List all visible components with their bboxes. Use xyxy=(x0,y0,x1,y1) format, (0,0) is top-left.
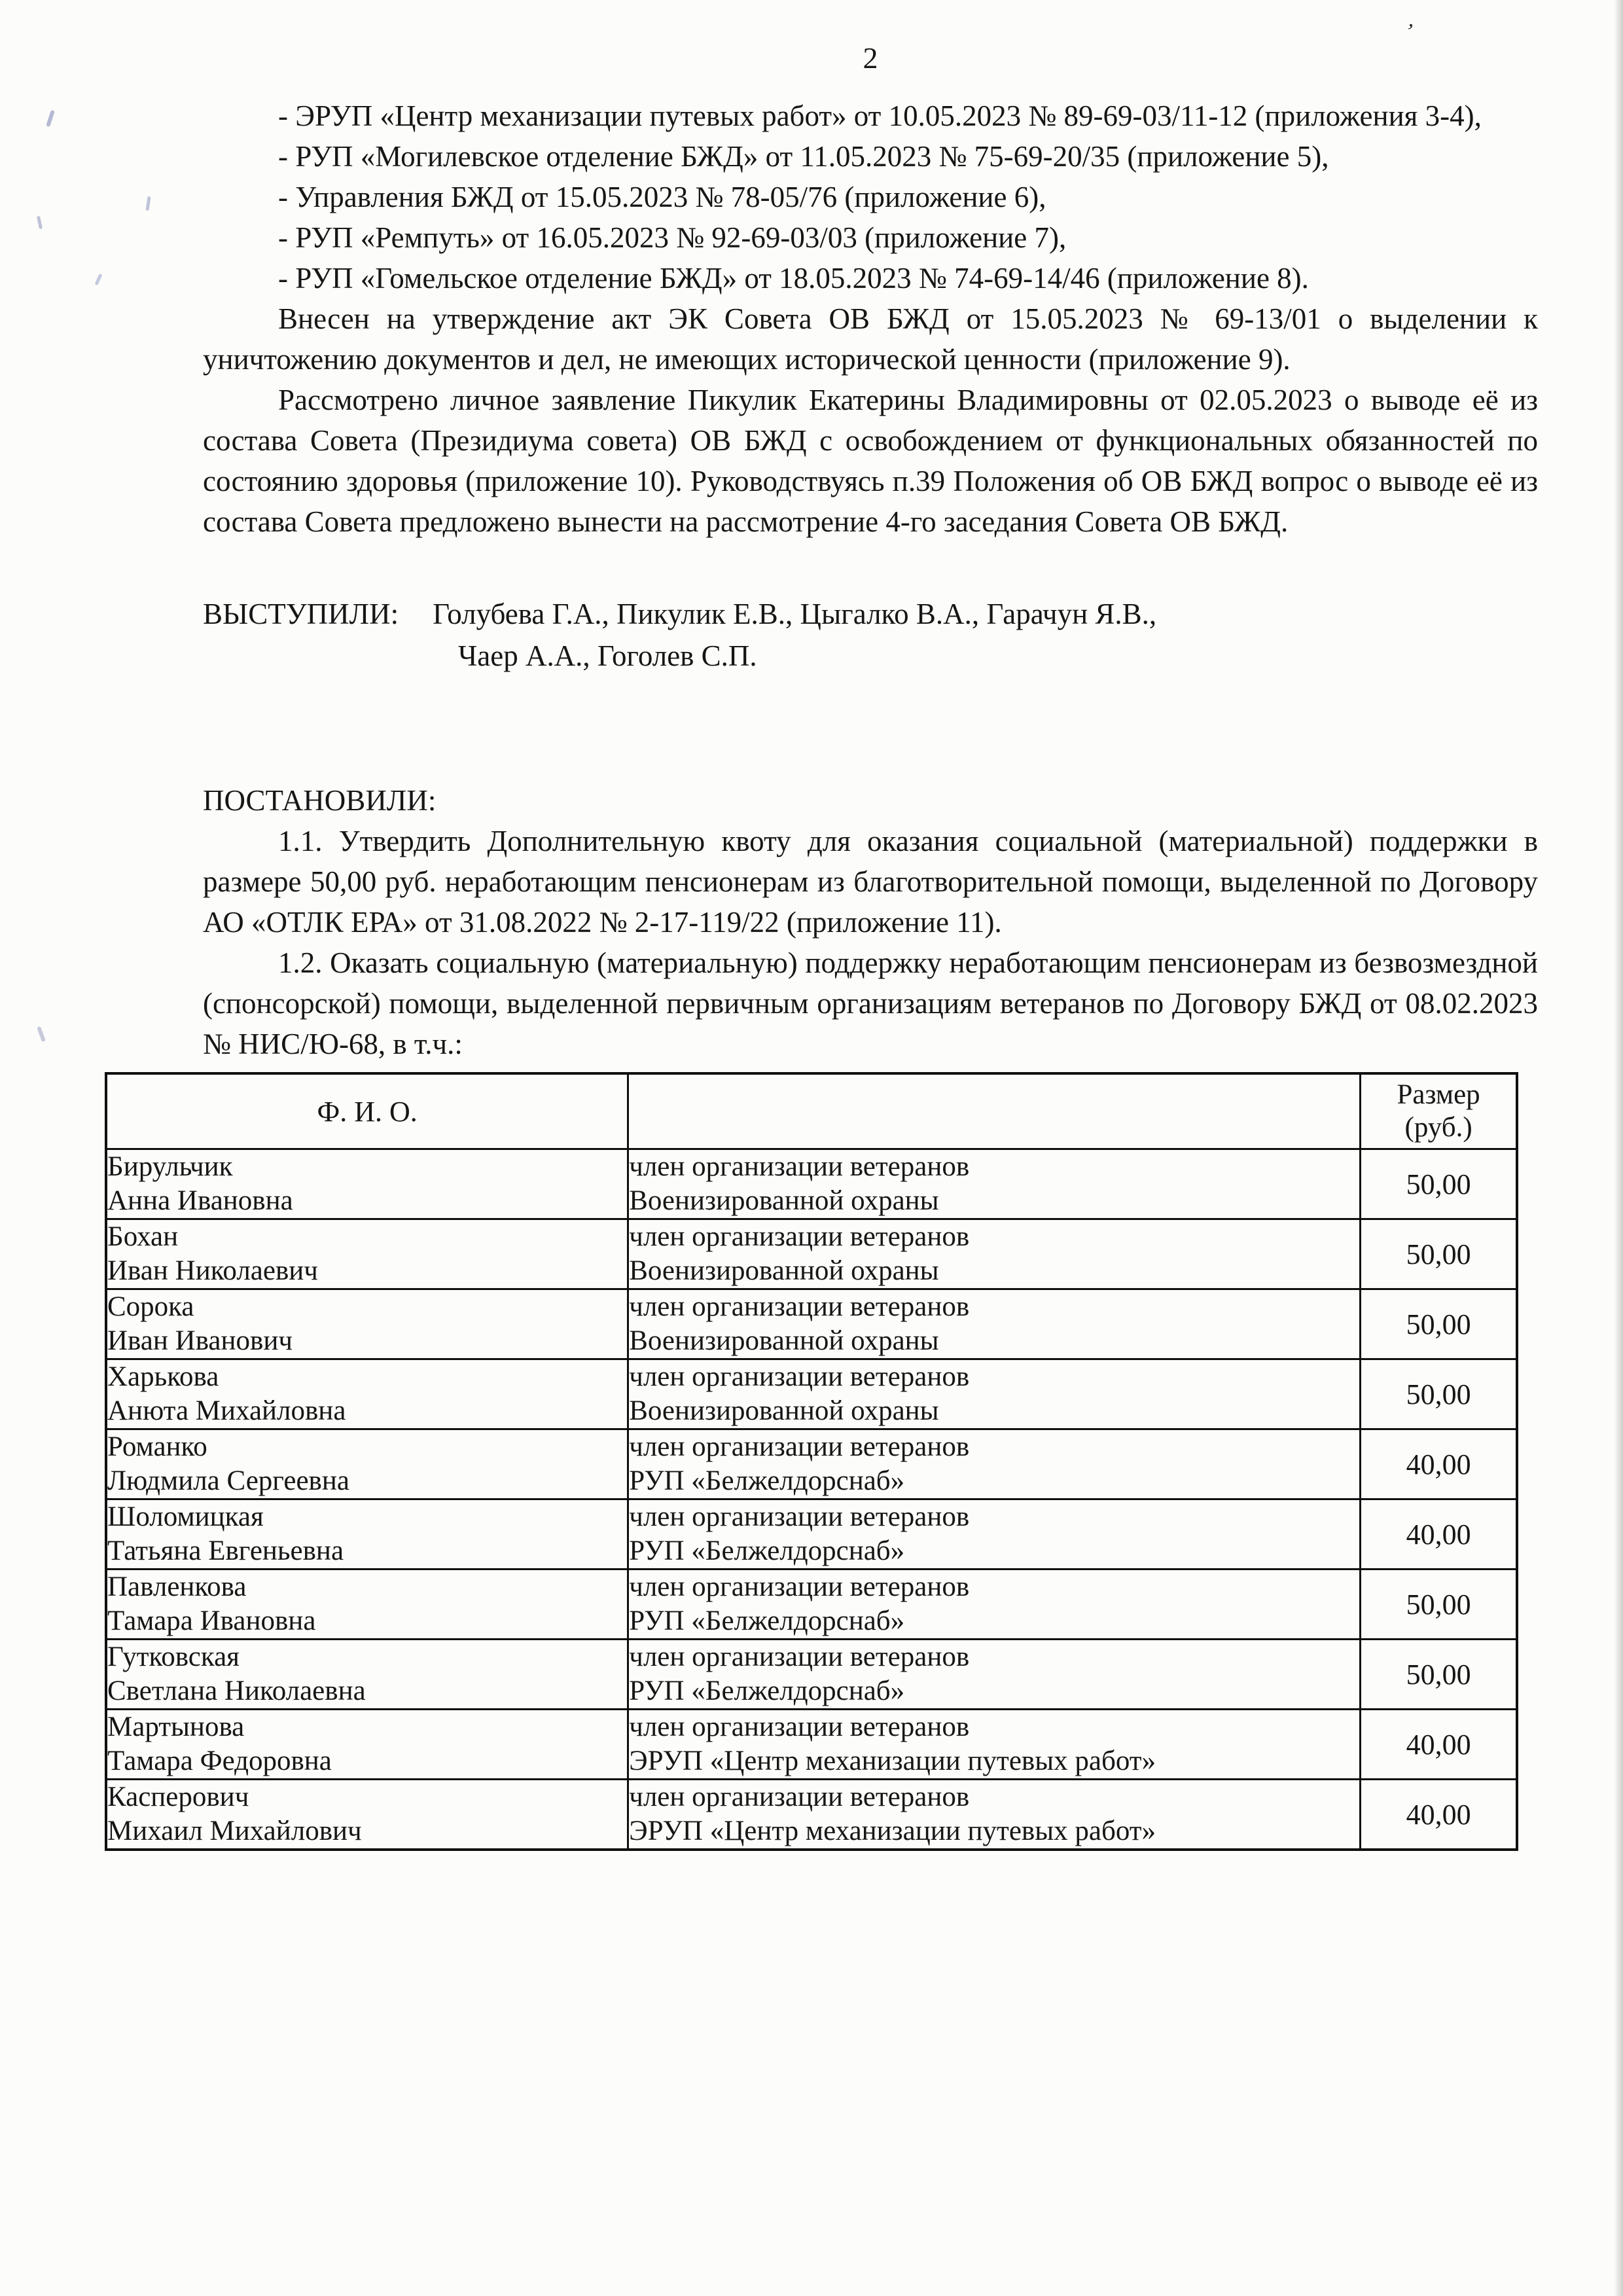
person-given-name: Татьяна Евгеньевна xyxy=(107,1535,344,1566)
membership-line2: РУП «Белжелдорснаб» xyxy=(629,1535,905,1566)
header-amount-line1: Размер xyxy=(1397,1079,1480,1110)
speakers-block xyxy=(203,593,1538,677)
table-row xyxy=(106,1289,1517,1359)
fio-cell xyxy=(106,1780,628,1850)
letter-item: - РУП «Гомельское отделение БЖД» от 18.05.2023 № 74-69-14/46 (приложение 8). xyxy=(278,262,1309,295)
fio-cell xyxy=(106,1219,628,1289)
person-given-name: Михаил Михайлович xyxy=(107,1816,362,1846)
fio-cell xyxy=(106,1640,628,1710)
membership-line1: член организации ветеранов xyxy=(629,1361,970,1392)
person-surname: Бохан xyxy=(107,1221,179,1252)
person-given-name: Тамара Ивановна xyxy=(107,1605,316,1636)
membership-line2: РУП «Белжелдорснаб» xyxy=(629,1465,905,1496)
person-given-name: Людмила Сергеевна xyxy=(107,1465,349,1496)
amount-cell: 50,00 xyxy=(1361,1149,1517,1219)
person-surname: Гутковская xyxy=(107,1641,240,1672)
person-surname: Мартынова xyxy=(107,1712,245,1742)
membership-line2: Военизированной охраны xyxy=(629,1185,939,1216)
fio-cell xyxy=(106,1570,628,1640)
membership-cell xyxy=(628,1219,1361,1289)
amount-cell: 40,00 xyxy=(1361,1710,1517,1780)
membership-line2: ЭРУП «Центр механизации путевых работ» xyxy=(629,1816,1156,1846)
person-given-name: Иван Николаевич xyxy=(107,1255,318,1286)
table-row xyxy=(106,1149,1517,1219)
table-header-row xyxy=(106,1073,1517,1149)
membership-line1: член организации ветеранов xyxy=(629,1641,970,1672)
amount-cell: 50,00 xyxy=(1361,1289,1517,1359)
person-given-name: Иван Иванович xyxy=(107,1325,293,1356)
membership-line1: член организации ветеранов xyxy=(629,1431,970,1462)
membership-line1: член организации ветеранов xyxy=(629,1151,970,1182)
membership-line2: Военизированной охраны xyxy=(629,1325,939,1356)
membership-cell xyxy=(628,1570,1361,1640)
membership-line2: ЭРУП «Центр механизации путевых работ» xyxy=(629,1746,1156,1776)
membership-line2: Военизированной охраны xyxy=(629,1255,939,1286)
person-given-name: Анна Ивановна xyxy=(107,1185,293,1216)
resolution-item: 1.2. Оказать социальную (материальную) поддержку неработающим пенсионерам из безвозмездной (спонсорской) помощи, выделенной первичным организациям ветеранов по Договору БЖД от 08.02.2023 № НИС/Ю-68, в т.ч.: xyxy=(203,946,1538,1060)
membership-line2: РУП «Белжелдорснаб» xyxy=(629,1605,905,1636)
person-given-name: Тамара Федоровна xyxy=(107,1746,332,1776)
fio-cell xyxy=(106,1499,628,1570)
amount-cell: 40,00 xyxy=(1361,1429,1517,1499)
membership-cell xyxy=(628,1429,1361,1499)
person-surname: Павленкова xyxy=(107,1571,247,1602)
resolution-item: 1.1. Утвердить Дополнительную квоту для оказания социальной (материальной) поддержки в размере 50,00 руб. неработающим пенсионерам из благотворительной помощи, выделенной по Договору АО «ОТЛК ЕРА» от 31.08.2022 № 2-17-119/22 (приложение 11). xyxy=(203,825,1538,939)
letter-item: - РУП «Ремпуть» от 16.05.2023 № 92-69-03/03 (приложение 7), xyxy=(278,221,1067,254)
speakers-label: ВЫСТУПИЛИ: xyxy=(203,598,399,630)
person-surname: Сорока xyxy=(107,1291,194,1322)
amount-cell: 50,00 xyxy=(1361,1359,1517,1429)
grants-table xyxy=(105,1072,1518,1851)
table-row xyxy=(106,1219,1517,1289)
person-surname: Шоломицкая xyxy=(107,1501,264,1532)
page-number: 2 xyxy=(863,41,878,75)
letter-item: - ЭРУП «Центр механизации путевых работ» от 10.05.2023 № 89-69-03/11-12 (приложения 3-4), xyxy=(278,99,1482,132)
membership-cell xyxy=(628,1780,1361,1850)
table-row xyxy=(106,1640,1517,1710)
amount-cell: 50,00 xyxy=(1361,1570,1517,1640)
membership-cell xyxy=(628,1149,1361,1219)
scan-artifact-mark: ʼ xyxy=(1403,19,1416,45)
header-fio: Ф. И. О. xyxy=(106,1073,628,1149)
table-row xyxy=(106,1570,1517,1640)
header-amount xyxy=(1361,1073,1517,1149)
table-row xyxy=(106,1359,1517,1429)
amount-cell: 40,00 xyxy=(1361,1780,1517,1850)
membership-line1: член организации ветеранов xyxy=(629,1501,970,1532)
membership-line1: член организации ветеранов xyxy=(629,1291,970,1322)
person-given-name: Анюта Михайловна xyxy=(107,1395,346,1426)
letter-item: - Управления БЖД от 15.05.2023 № 78-05/76 (приложение 6), xyxy=(278,181,1046,213)
resolution-heading: ПОСТАНОВИЛИ: xyxy=(203,784,437,817)
fio-cell xyxy=(106,1149,628,1219)
membership-cell xyxy=(628,1710,1361,1780)
speakers-line2: Чаер А.А., Гоголев С.П. xyxy=(458,639,757,672)
membership-line1: член организации ветеранов xyxy=(629,1782,970,1812)
person-surname: Романко xyxy=(107,1431,207,1462)
table-row xyxy=(106,1429,1517,1499)
membership-cell xyxy=(628,1289,1361,1359)
amount-cell: 40,00 xyxy=(1361,1499,1517,1570)
header-amount-line2: (руб.) xyxy=(1404,1112,1472,1143)
membership-cell xyxy=(628,1499,1361,1570)
body-paragraph: Рассмотрено личное заявление Пикулик Екатерины Владимировны от 02.05.2023 о выводе её из состава Совета (Президиума совета) ОВ БЖД с освобождением от функциональных обязанностей по состоянию здоровья (приложение 10). Руководствуясь п.39 Положения об ОВ БЖД вопрос о выводе её из состава Совета предложено вынести на рассмотрение 4-го заседания Совета ОВ БЖД. xyxy=(203,384,1538,538)
membership-line2: Военизированной охраны xyxy=(629,1395,939,1426)
letter-item: - РУП «Могилевское отделение БЖД» от 11.05.2023 № 75-69-20/35 (приложение 5), xyxy=(278,140,1329,173)
table-row xyxy=(106,1780,1517,1850)
amount-cell: 50,00 xyxy=(1361,1219,1517,1289)
person-surname: Касперович xyxy=(107,1782,249,1812)
speakers-line1: Голубева Г.А., Пикулик Е.В., Цыгалко В.А., Гарачун Я.В., xyxy=(433,598,1157,630)
header-middle xyxy=(628,1073,1361,1149)
membership-cell xyxy=(628,1359,1361,1429)
fio-cell xyxy=(106,1289,628,1359)
fio-cell xyxy=(106,1710,628,1780)
person-given-name: Светлана Николаевна xyxy=(107,1676,366,1706)
membership-cell xyxy=(628,1640,1361,1710)
fio-cell xyxy=(106,1429,628,1499)
amount-cell: 50,00 xyxy=(1361,1640,1517,1710)
membership-line1: член организации ветеранов xyxy=(629,1712,970,1742)
membership-line1: член организации ветеранов xyxy=(629,1221,970,1252)
table-row xyxy=(106,1710,1517,1780)
table-row xyxy=(106,1499,1517,1570)
membership-line2: РУП «Белжелдорснаб» xyxy=(629,1676,905,1706)
fio-cell xyxy=(106,1359,628,1429)
person-surname: Бирульчик xyxy=(107,1151,233,1182)
person-surname: Харькова xyxy=(107,1361,219,1392)
body-paragraph: Внесен на утверждение акт ЭК Совета ОВ БЖД от 15.05.2023 № 69-13/01 о выделении к уничтожению документов и дел, не имеющих исторической ценности (приложение 9). xyxy=(203,302,1538,376)
membership-line1: член организации ветеранов xyxy=(629,1571,970,1602)
